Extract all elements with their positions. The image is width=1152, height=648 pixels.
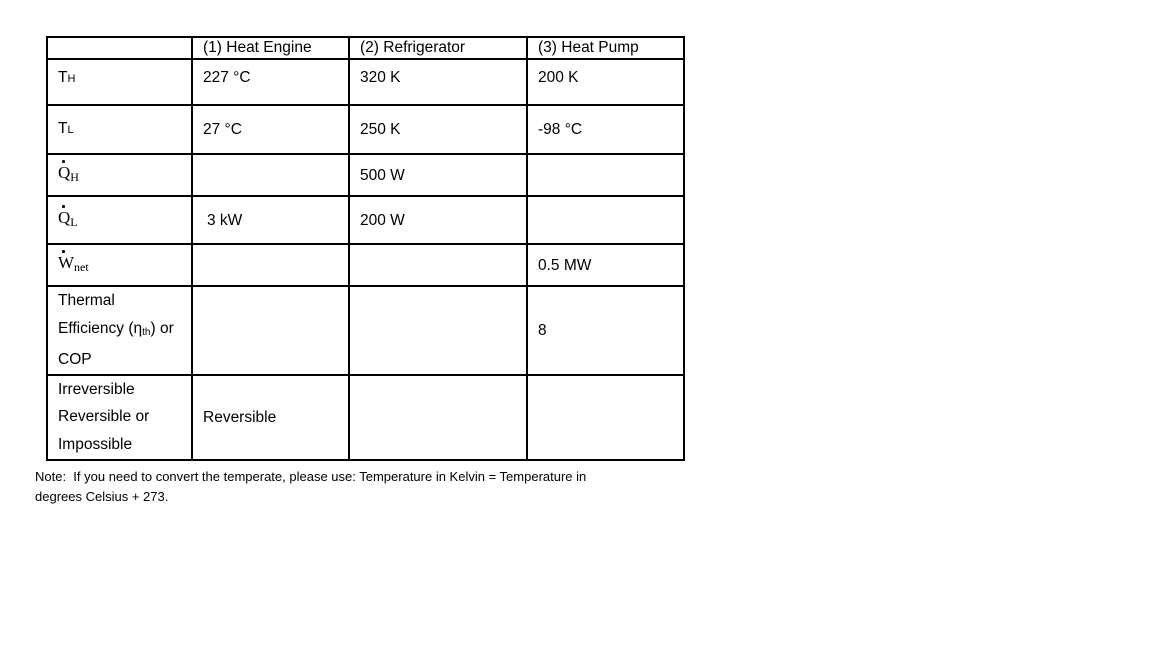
cell-efficiency-refrigerator bbox=[349, 286, 527, 375]
note-line-2: degrees Celsius + 273. bbox=[35, 489, 169, 504]
cell-reversibility-heat-pump bbox=[527, 375, 684, 460]
row-wnet bbox=[47, 244, 684, 286]
cell-wnet-refrigerator bbox=[349, 244, 527, 286]
row-qh bbox=[47, 154, 684, 196]
cell-efficiency-heat-engine bbox=[192, 286, 349, 375]
row-label-efficiency: Thermal Efficiency (ηth) or COP bbox=[47, 286, 192, 375]
cell-tl-refrigerator: 250 K bbox=[349, 105, 527, 154]
cell-ql-refrigerator: 200 W bbox=[349, 196, 527, 244]
row-label-tl: TL bbox=[47, 105, 192, 154]
cell-efficiency-heat-pump: 8 bbox=[527, 286, 684, 375]
note-line-1: Note: If you need to convert the temperate, please use: Temperature in Kelvin = Temperature in bbox=[35, 469, 587, 484]
row-label-th: TH bbox=[47, 59, 192, 105]
cell-th-heat-engine: 227 °C bbox=[192, 59, 349, 105]
cell-qh-refrigerator: 500 W bbox=[349, 154, 527, 196]
row-label-wnet: $W_{net}$ bbox=[47, 244, 192, 286]
thermo-table bbox=[46, 36, 685, 461]
conversion-note bbox=[35, 467, 635, 507]
cell-th-refrigerator: 320 K bbox=[349, 59, 527, 105]
header-cell-empty bbox=[47, 37, 192, 59]
row-tl bbox=[47, 105, 684, 154]
header-heat-pump: (3) Heat Pump bbox=[527, 37, 684, 59]
w-dot-symbol: W bbox=[58, 249, 74, 276]
q-dot-symbol: Q bbox=[58, 159, 70, 186]
header-heat-engine: (1) Heat Engine bbox=[192, 37, 349, 59]
row-efficiency bbox=[47, 286, 684, 375]
row-ql bbox=[47, 196, 684, 244]
cell-ql-heat-pump bbox=[527, 196, 684, 244]
row-label-qh: $Q_H$ bbox=[47, 154, 192, 196]
cell-wnet-heat-pump: 0.5 MW bbox=[527, 244, 684, 286]
row-th bbox=[47, 59, 684, 105]
cell-wnet-heat-engine bbox=[192, 244, 349, 286]
cell-th-heat-pump: 200 K bbox=[527, 59, 684, 105]
row-reversibility bbox=[47, 375, 684, 460]
row-label-ql: $Q_L$ bbox=[47, 196, 192, 244]
header-refrigerator: (2) Refrigerator bbox=[349, 37, 527, 59]
row-label-reversibility: Irreversible Reversible or Impossible bbox=[47, 375, 192, 460]
cell-qh-heat-pump bbox=[527, 154, 684, 196]
q-dot-symbol: Q bbox=[58, 204, 70, 231]
cell-ql-heat-engine: 3 kW bbox=[192, 196, 349, 244]
cell-reversibility-refrigerator bbox=[349, 375, 527, 460]
cell-tl-heat-engine: 27 °C bbox=[192, 105, 349, 154]
cell-qh-heat-engine bbox=[192, 154, 349, 196]
cell-reversibility-heat-engine: Reversible bbox=[192, 375, 349, 460]
cell-tl-heat-pump: -98 °C bbox=[527, 105, 684, 154]
header-row bbox=[47, 37, 684, 59]
